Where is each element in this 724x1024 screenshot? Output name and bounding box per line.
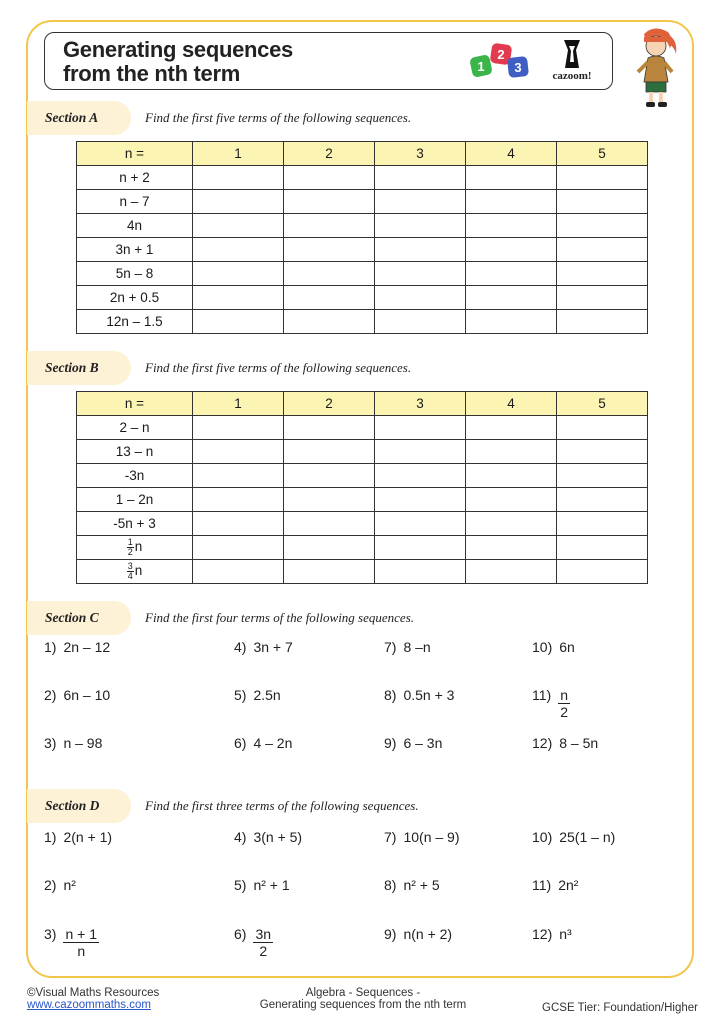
header-cell: 2 [284,142,375,166]
question-number: 5) [234,687,247,703]
answer-cell[interactable] [193,536,284,560]
answer-cell[interactable] [466,488,557,512]
answer-cell[interactable] [557,488,648,512]
question-expression: 8 –n [403,639,431,655]
answer-cell[interactable] [193,512,284,536]
question-number: 3) [44,926,57,942]
question-expression: n² [63,877,76,893]
question-expression: 8 – 5n [559,735,599,751]
section-d-label: Section D [45,798,100,813]
fraction-denominator: 2 [259,943,268,959]
table-header-row [77,142,648,166]
answer-cell[interactable] [375,512,466,536]
question-number: 5) [234,877,247,893]
answer-cell[interactable] [284,214,375,238]
section-d-instruction: Find the first three terms of the following sequences. [145,798,419,813]
page-title-line-1: Generating sequences [63,37,293,62]
answer-cell[interactable] [284,166,375,190]
fraction-numerator: 3n [255,926,272,942]
answer-cell[interactable] [466,512,557,536]
table-row [77,560,648,584]
answer-cell[interactable] [284,464,375,488]
answer-cell[interactable] [466,560,557,584]
question-expression: 6n [559,639,575,655]
header-cell: 3 [375,142,466,166]
answer-cell[interactable] [193,416,284,440]
question [44,926,99,960]
question [532,926,572,942]
row-label: n + 2 [77,166,193,190]
answer-cell[interactable] [284,310,375,334]
question [234,687,281,703]
question-expression: 2n – 12 [63,639,111,655]
question-expression: 10(n – 9) [403,829,460,845]
tier-text: GCSE Tier: Foundation/Higher [542,1002,698,1014]
question-expression: 4 – 2n [253,735,293,751]
brand-name: cazoom! [552,70,592,82]
question-number: 11) [532,687,552,703]
row-label: 1 – 2n [77,488,193,512]
row-label: n – 7 [77,190,193,214]
question [384,926,452,942]
question [384,829,460,845]
fraction-variable: n [134,539,143,555]
header-cell: n = [77,142,193,166]
answer-cell[interactable] [557,560,648,584]
table-row [77,238,648,262]
table-header-row [77,392,648,416]
row-label: 13 – n [77,440,193,464]
answer-cell[interactable] [284,536,375,560]
logo-123-icon [468,40,538,82]
answer-cell[interactable] [466,262,557,286]
question-expression: 3(n + 5) [253,829,303,845]
question-expression: 0.5n + 3 [403,687,455,703]
question-number: 10) [532,829,553,845]
question [532,877,578,893]
question [234,877,290,893]
section-a-instruction: Find the first five terms of the following sequences. [145,110,412,125]
question [532,687,570,721]
answer-cell[interactable] [284,440,375,464]
question-expression: 2.5n [253,687,281,703]
section-d-tab [27,789,131,823]
question-number: 4) [234,829,247,845]
logo-digit-1: 1 [477,59,485,74]
answer-cell[interactable] [375,536,466,560]
answer-cell[interactable] [193,488,284,512]
answer-cell[interactable] [193,310,284,334]
question-fraction [63,926,99,960]
cazoom-logo [546,38,598,86]
section-a-table [76,141,648,334]
answer-cell[interactable] [557,512,648,536]
question-number: 4) [234,639,247,655]
fraction-numerator: n [560,687,568,703]
question-number: 3) [44,735,57,751]
question-expression: n(n + 2) [403,926,453,942]
answer-cell[interactable] [557,190,648,214]
question [532,639,575,655]
question-expression: n – 98 [63,735,103,751]
answer-cell[interactable] [375,214,466,238]
question-expression: n³ [559,926,572,942]
answer-cell[interactable] [193,560,284,584]
question-fraction [253,926,273,960]
answer-cell[interactable] [193,262,284,286]
section-c-instruction: Find the first four terms of the following sequences. [145,610,415,625]
answer-cell[interactable] [466,310,557,334]
answer-cell[interactable] [557,214,648,238]
table-row [77,190,648,214]
question-expression: n² + 1 [253,877,290,893]
question-expression: 25(1 – n) [559,829,616,845]
cazoom-mark-icon [546,38,598,70]
answer-cell[interactable] [375,238,466,262]
answer-cell[interactable] [557,310,648,334]
answer-cell[interactable] [557,536,648,560]
question-fraction [558,687,570,721]
table-row [77,416,648,440]
answer-cell[interactable] [193,440,284,464]
footer-center [256,987,470,1011]
row-label: 4n [77,214,193,238]
answer-cell[interactable] [375,488,466,512]
header-cell: n = [77,392,193,416]
question [44,735,102,751]
answer-cell[interactable] [193,286,284,310]
answer-cell[interactable] [466,214,557,238]
question [384,735,442,751]
question-expression: 6 – 3n [403,735,443,751]
answer-cell[interactable] [466,464,557,488]
section-c-tab [27,601,131,635]
logo-digit-3: 3 [514,60,522,75]
answer-cell[interactable] [375,286,466,310]
question [384,877,440,893]
question-expression: 3n + 7 [253,639,293,655]
question-number: 11) [532,877,552,893]
question [234,829,302,845]
question-number: 8) [384,877,397,893]
answer-cell[interactable] [284,262,375,286]
question [44,877,76,893]
answer-cell[interactable] [284,286,375,310]
table-row [77,488,648,512]
answer-cell[interactable] [375,262,466,286]
website-link[interactable]: www.cazoommaths.com [27,999,151,1011]
question-expression: 2n² [558,877,579,893]
fraction [127,562,134,581]
answer-cell[interactable] [284,190,375,214]
topic-line-2: Generating sequences from the nth term [259,999,467,1011]
answer-cell[interactable] [466,440,557,464]
question [532,735,598,751]
fraction-denominator: 2 [560,704,568,720]
row-label: 3n + 1 [77,238,193,262]
question-number: 1) [44,639,57,655]
mascot-girl-icon [626,24,684,110]
question-number: 2) [44,877,57,893]
topic-line-1: Algebra - Sequences - [305,987,421,999]
table-row [77,440,648,464]
section-b-table [76,391,648,584]
question [44,639,110,655]
answer-cell[interactable] [284,238,375,262]
page-title-line-2: from the nth term [63,61,241,86]
question-number: 9) [384,926,397,942]
question [234,926,273,960]
question-number: 10) [532,639,553,655]
footer-left [27,987,159,1011]
answer-cell[interactable] [375,166,466,190]
answer-cell[interactable] [193,464,284,488]
row-label: -5n + 3 [77,512,193,536]
question-number: 6) [234,735,247,751]
fraction-denominator: 4 [127,571,133,581]
answer-cell[interactable] [193,238,284,262]
question-number: 12) [532,926,553,942]
question-expression: n² + 5 [403,877,440,893]
section-c-label: Section C [45,610,99,625]
question [44,829,112,845]
fraction [127,538,134,557]
fraction-numerator: 3 [127,561,133,571]
question-number: 7) [384,639,397,655]
answer-cell[interactable] [466,238,557,262]
question-number: 7) [384,829,397,845]
row-label [77,536,193,560]
answer-cell[interactable] [557,440,648,464]
answer-cell[interactable] [375,310,466,334]
question-number: 1) [44,829,57,845]
answer-cell[interactable] [375,190,466,214]
fraction-numerator: 1 [127,537,133,547]
table-row [77,166,648,190]
answer-cell[interactable] [466,536,557,560]
table-row [77,464,648,488]
question [532,829,615,845]
section-b-tab [27,351,131,385]
answer-cell[interactable] [193,166,284,190]
fraction-denominator: n [77,943,86,959]
header-cell: 2 [284,392,375,416]
copyright-text: ©Visual Maths Resources [27,987,160,999]
answer-cell[interactable] [284,560,375,584]
question [384,687,454,703]
row-label: 12n – 1.5 [77,310,193,334]
fraction-variable: n [134,563,143,579]
header-cell: 1 [193,142,284,166]
row-label: -3n [77,464,193,488]
section-b-instruction: Find the first five terms of the following sequences. [145,360,412,375]
answer-cell[interactable] [375,464,466,488]
row-label: 2 – n [77,416,193,440]
question-expression: 6n – 10 [63,687,111,703]
question-number: 8) [384,687,397,703]
header-cell: 4 [466,392,557,416]
answer-cell[interactable] [284,488,375,512]
header-cell: 3 [375,392,466,416]
header-cell: 5 [557,392,648,416]
answer-cell[interactable] [557,416,648,440]
table-row [77,214,648,238]
header-cell: 4 [466,142,557,166]
answer-cell[interactable] [466,286,557,310]
answer-cell[interactable] [557,464,648,488]
question [234,639,293,655]
fraction-numerator: n + 1 [65,926,97,942]
question-number: 12) [532,735,553,751]
answer-cell[interactable] [466,416,557,440]
question [44,687,110,703]
table-row [77,310,648,334]
answer-cell[interactable] [557,238,648,262]
answer-cell[interactable] [557,166,648,190]
table-row [77,536,648,560]
question-number: 2) [44,687,57,703]
table-row [77,512,648,536]
answer-cell[interactable] [375,560,466,584]
fraction-denominator: 2 [127,547,133,557]
answer-cell[interactable] [557,262,648,286]
answer-cell[interactable] [193,214,284,238]
answer-cell[interactable] [466,190,557,214]
row-label [77,560,193,584]
answer-cell[interactable] [375,440,466,464]
question-number: 9) [384,735,397,751]
answer-cell[interactable] [557,286,648,310]
question-number: 6) [234,926,247,942]
row-label: 2n + 0.5 [77,286,193,310]
table-row [77,262,648,286]
question-expression: 2(n + 1) [63,829,113,845]
question [234,735,292,751]
row-label: 5n – 8 [77,262,193,286]
table-row [77,286,648,310]
header-cell: 1 [193,392,284,416]
section-a-label: Section A [45,110,99,125]
question [384,639,431,655]
section-b-label: Section B [45,360,99,375]
header-cell: 5 [557,142,648,166]
answer-cell[interactable] [193,190,284,214]
section-a-tab [27,101,131,135]
answer-cell[interactable] [284,416,375,440]
answer-cell[interactable] [284,512,375,536]
logo-digit-2: 2 [497,47,505,62]
answer-cell[interactable] [466,166,557,190]
answer-cell[interactable] [375,416,466,440]
